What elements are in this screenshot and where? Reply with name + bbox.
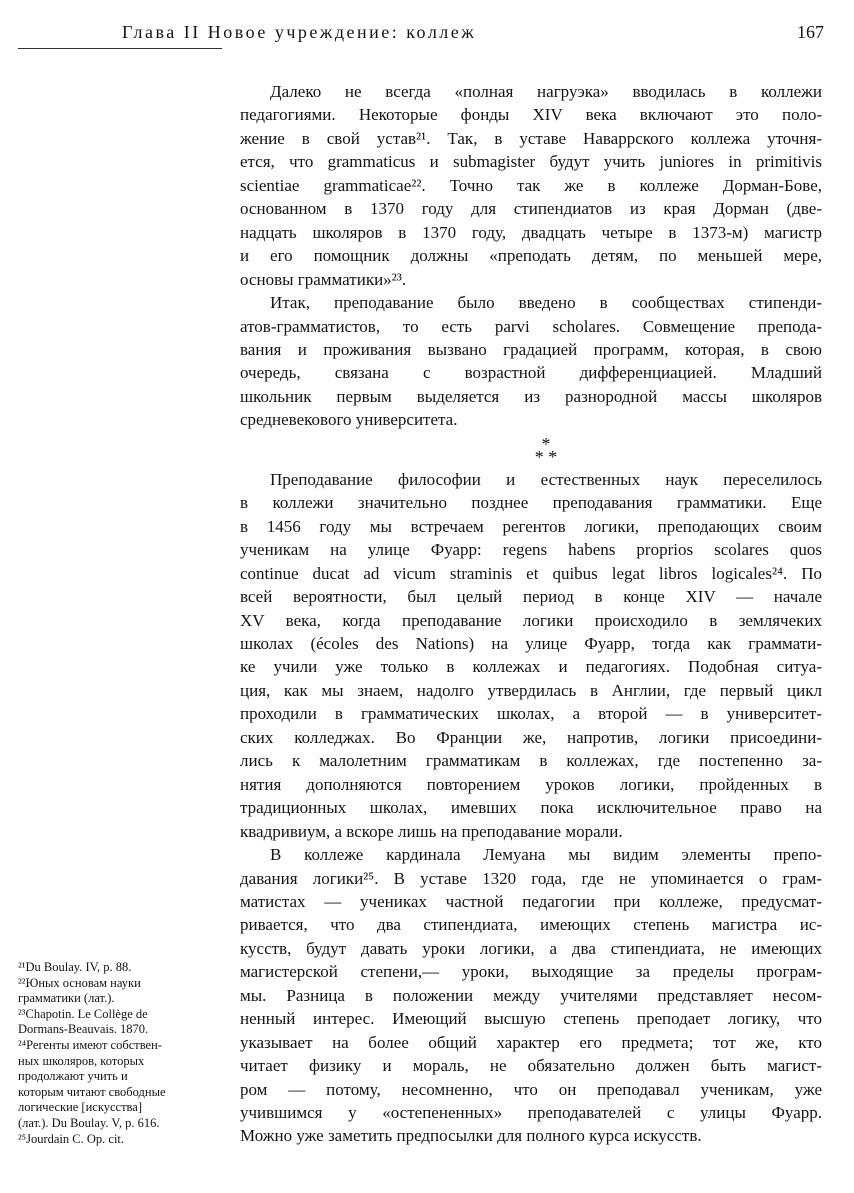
text-line: В коллеже кардинала Лемуана мы видим элементы препо-	[270, 845, 822, 865]
footnote-line: (лат.). Du Boulay. V, p. 616.	[18, 1115, 160, 1130]
text-line: XV века, когда преподавание логики происходило в землячеких	[240, 610, 822, 630]
paragraph-1	[240, 80, 822, 291]
text-line: квадривиум, а вскоре лишь на преподавание морали.	[240, 821, 623, 841]
text-line: всей вероятности, был целый период в конце XIV — начале	[240, 587, 822, 607]
asterism-glyph: * * *	[534, 433, 558, 467]
text-line: магистерской степени,— уроки, выходящие за пределы програм-	[240, 962, 822, 982]
text-line: надцать школяров в 1370 году, двадцать четыре в 1373-м) магистр	[240, 222, 822, 242]
text-line: кусств, будут давать уроки логики, а два стипендиата, не имеющих	[240, 938, 822, 958]
text-line: школах (écoles des Nations) на улице Фуарр, тогда как граммати-	[240, 633, 822, 653]
footnote-line: которым читают свободные	[18, 1084, 166, 1099]
text-line: в коллежи значительно позднее преподавания грамматики. Еще	[240, 493, 822, 513]
text-line: continue ducat ad vicum straminis et quibus legat libros logicales²⁴. По	[240, 563, 822, 583]
footnote-line: продолжают учить и	[18, 1069, 128, 1084]
footnote-line: ²¹Du Boulay. IV, p. 88.	[18, 960, 132, 974]
text-line: педагогиями. Некоторые фонды XIV века включают это поло-	[240, 105, 822, 125]
section-break-asterism	[240, 433, 822, 467]
paragraph-3	[240, 468, 822, 843]
text-line: средневекового университета.	[240, 410, 458, 430]
text-line: мы. Разница в положении между учителями представляет несом-	[240, 985, 822, 1005]
footnote-line: грамматики (лат.).	[18, 991, 115, 1006]
text-line: указывает на более общий характер его предмета; тот же, кто	[240, 1032, 822, 1052]
page-header	[0, 22, 854, 46]
text-line: основы грамматики»²³.	[240, 269, 407, 289]
text-line: ривается, что два стипендиата, имеющих степень магистра ис-	[240, 915, 822, 935]
text-line: очередь, связана с возрастной дифференциацией. Младший	[240, 363, 822, 383]
text-line: читает физику и мораль, не обязательно должен быть магист-	[240, 1056, 822, 1076]
text-line: давания логики²⁵. В уставе 1320 года, где не упоминается о грам-	[240, 868, 822, 888]
text-line: матистах — учениках частной педагогии при коллеже, предусмат-	[240, 891, 822, 911]
header-rule	[18, 48, 222, 49]
text-line: ученикам на улице Фуарр: regens habens proprios scolares quos	[240, 540, 822, 560]
text-line: жение в свой устав²¹. Так, в уставе Наваррского коллежа уточня-	[240, 128, 822, 148]
footnote-line: Dormans-Beauvais. 1870.	[18, 1022, 149, 1037]
paragraph-2	[240, 291, 822, 432]
text-line: школьник первым выделяется из разнородной массы школяров	[240, 386, 822, 406]
footnote-line: ных школяров, которых	[18, 1053, 145, 1068]
text-line: ром — потому, несомненно, что он преподавал ученикам, уже	[240, 1079, 822, 1099]
text-line: Можно уже заметить предпосылки для полного курса искусств.	[240, 1126, 702, 1146]
text-line: и его помощник должны «преподать детям, по меньшей мере,	[240, 246, 822, 266]
footnotes	[18, 960, 218, 1147]
text-line: ских колледжах. Во Франции же, напротив, логики присоедини-	[240, 727, 822, 747]
footnote-line: ²²Юных основам науки	[18, 975, 141, 990]
text-line: Итак, преподавание было введено в сообществах стипенди-	[270, 293, 822, 313]
text-line: атов-грамматистов, то есть parvi scholares. Совмещение препода-	[240, 316, 822, 336]
text-line: ненный интерес. Имеющий высшую степень преподает логику, что	[240, 1009, 822, 1029]
text-line: вания и проживания вызвано градацией программ, которая, в свою	[240, 339, 822, 359]
text-line: ке учили уже только в коллежах и педагогиях. Подобная ситуа-	[240, 657, 822, 677]
footnote-line: ²³Chapotin. Le Collège de	[18, 1006, 148, 1021]
text-line: Далеко не всегда «полная нагруэка» вводилась в коллежи	[270, 82, 822, 101]
text-line: проходили в грамматических школах, а второй — в университет-	[240, 704, 822, 724]
text-line: нятия дополняются повторением уроков логики, пройденных в	[240, 774, 822, 794]
text-line: лись к малолетним грамматикам в коллежах, где постепенно за-	[240, 751, 822, 771]
running-head: Глава II Новое учреждение: коллеж	[122, 22, 477, 42]
main-text	[240, 80, 822, 1148]
text-line: ция, как мы знаем, надолго утвердилась в Англии, где первый цикл	[240, 680, 822, 700]
footnote-line: логические [искусства]	[18, 1100, 142, 1115]
footnote-line: ²⁵Jourdain C. Op. cit.	[18, 1131, 125, 1146]
paragraph-4	[240, 843, 822, 1148]
text-line: основанном в 1370 году для стипендиатов из края Дорман (две-	[240, 199, 822, 219]
text-line: традиционных школах, имевших пока исключительное право на	[240, 798, 822, 818]
text-line: ется, что grammaticus и submagister будут учить juniores in primitivis	[240, 152, 822, 172]
text-line: в 1456 году мы встречаем регентов логики, преподающих своим	[240, 516, 822, 536]
text-line: учившимся у «остепененных» преподавателей с улицы Фуарр.	[240, 1103, 822, 1123]
footnote-line: ²⁴Регенты имеют собствен-	[18, 1037, 162, 1052]
text-line: Преподавание философии и естественных наук переселилось	[270, 469, 822, 489]
page-number: 167	[797, 22, 824, 42]
text-line: scientiae grammaticae²². Точно так же в коллеже Дорман-Бове,	[240, 175, 822, 195]
